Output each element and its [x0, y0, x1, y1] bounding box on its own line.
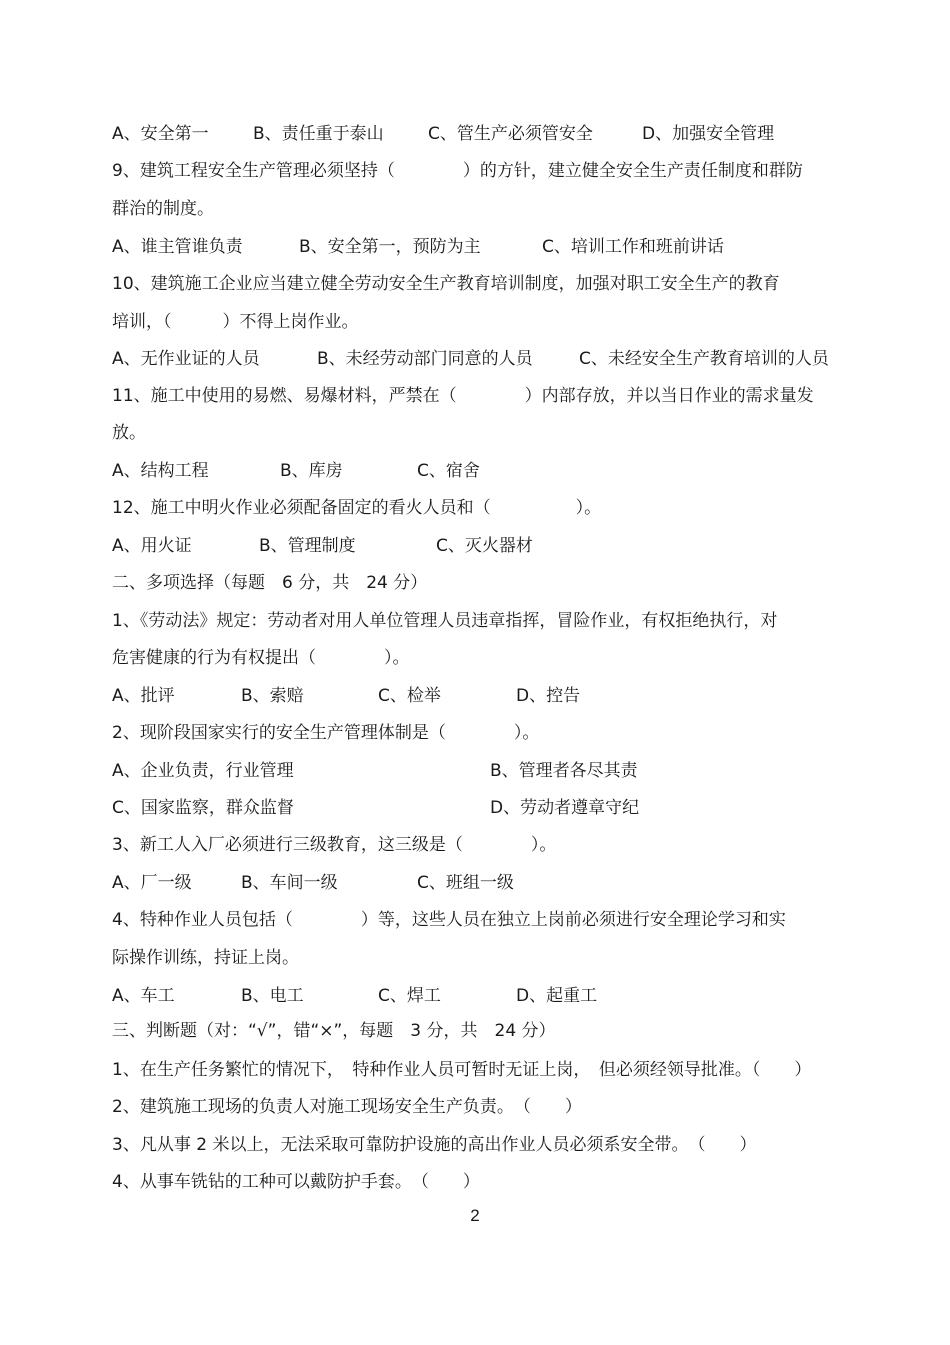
q8-option-b: B、责任重于泰山	[253, 124, 384, 144]
q9-text-line1: 9、建筑工程安全生产管理必须坚持（ ）的方针，建立健全安全生产责任制度和群防	[112, 161, 803, 181]
m2-option-c: C、国家监察，群众监督	[112, 798, 294, 818]
q10-text-line2: 培训，（ ）不得上岗作业。	[112, 312, 359, 332]
q11-option-b: B、库房	[280, 461, 343, 481]
judgment-2: 2、建筑施工现场的负责人对施工现场安全生产负责。 （ ）	[112, 1097, 582, 1117]
m4-option-b: B、电工	[241, 986, 304, 1006]
q9-option-b: B、安全第一，预防为主	[299, 237, 481, 257]
q12-text-line1: 12、施工中明火作业必须配备固定的看火人员和（ ）。	[112, 498, 602, 518]
m1-option-d: D、控告	[516, 686, 581, 706]
judgment-4: 4、从事车铣钻的工种可以戴防护手套。 （ ）	[112, 1172, 480, 1192]
m4-text-line2: 际操作训练，持证上岗。	[112, 948, 299, 968]
q11-text-line1: 11、施工中使用的易燃、易爆材料，严禁在（ ）内部存放，并以当日作业的需求量发	[112, 386, 814, 406]
page-number: 2	[470, 1206, 480, 1225]
q11-option-c: C、宿舍	[417, 461, 480, 481]
section-2-heading: 二、多项选择（每题 6 分，共 24 分）	[112, 573, 428, 593]
m1-option-a: A、批评	[112, 686, 175, 706]
m3-option-b: B、车间一级	[241, 873, 338, 893]
q10-option-b: B、未经劳动部门同意的人员	[317, 349, 533, 369]
m4-option-d: D、起重工	[516, 986, 598, 1006]
m3-option-a: A、厂一级	[112, 873, 192, 893]
m1-text-line1: 1、《劳动法》规定：劳动者对用人单位管理人员违章指挥，冒险作业，有权拒绝执行，对	[112, 611, 778, 631]
m1-option-c: C、检举	[378, 686, 441, 706]
m1-text-line2: 危害健康的行为有权提出（ ）。	[112, 648, 410, 668]
judgment-3: 3、凡从事 2 米以上，无法采取可靠防护设施的高出作业人员必须系安全带。 （ ）	[112, 1135, 757, 1155]
m3-option-c: C、班组一级	[417, 873, 514, 893]
q12-option-b: B、管理制度	[259, 536, 356, 556]
judgment-1: 1、在生产任务繁忙的情况下， 特种作业人员可暂时无证上岗， 但必须经领导批准。（ ）	[112, 1060, 812, 1080]
q9-option-a: A、谁主管谁负责	[112, 237, 243, 257]
m2-option-d: D、劳动者遵章守纪	[490, 798, 640, 818]
q11-option-a: A、结构工程	[112, 461, 209, 481]
q10-option-c: C、未经安全生产教育培训的人员	[579, 349, 829, 369]
q10-text-line1: 10、建筑施工企业应当建立健全劳动安全生产教育培训制度，加强对职工安全生产的教育	[112, 274, 780, 294]
q12-option-c: C、灭火器材	[436, 536, 533, 556]
m1-option-b: B、索赔	[241, 686, 304, 706]
q11-text-line2: 放。	[112, 423, 146, 443]
q10-option-a: A、无作业证的人员	[112, 349, 260, 369]
m2-option-a: A、企业负责，行业管理	[112, 761, 294, 781]
section-3-heading: 三、判断题（对：“√”，错“×”，每题 3 分，共 24 分）	[112, 1021, 556, 1041]
m3-text-line1: 3、新工人入厂必须进行三级教育，这三级是（ ）。	[112, 835, 557, 855]
q9-text-line2: 群治的制度。	[112, 199, 214, 219]
q8-option-d: D、加强安全管理	[642, 124, 775, 144]
m4-option-a: A、车工	[112, 986, 175, 1006]
m4-option-c: C、焊工	[378, 986, 441, 1006]
q8-option-c: C、管生产必须管安全	[428, 124, 593, 144]
q9-option-c: C、培训工作和班前讲话	[542, 237, 724, 257]
q8-option-a: A、安全第一	[112, 124, 209, 144]
m2-option-b: B、管理者各尽其责	[490, 761, 638, 781]
m4-text-line1: 4、特种作业人员包括（ ）等，这些人员在独立上岗前必须进行安全理论学习和实	[112, 910, 786, 930]
q12-option-a: A、用火证	[112, 536, 192, 556]
m2-text-line1: 2、现阶段国家实行的安全生产管理体制是（ ）。	[112, 723, 540, 743]
